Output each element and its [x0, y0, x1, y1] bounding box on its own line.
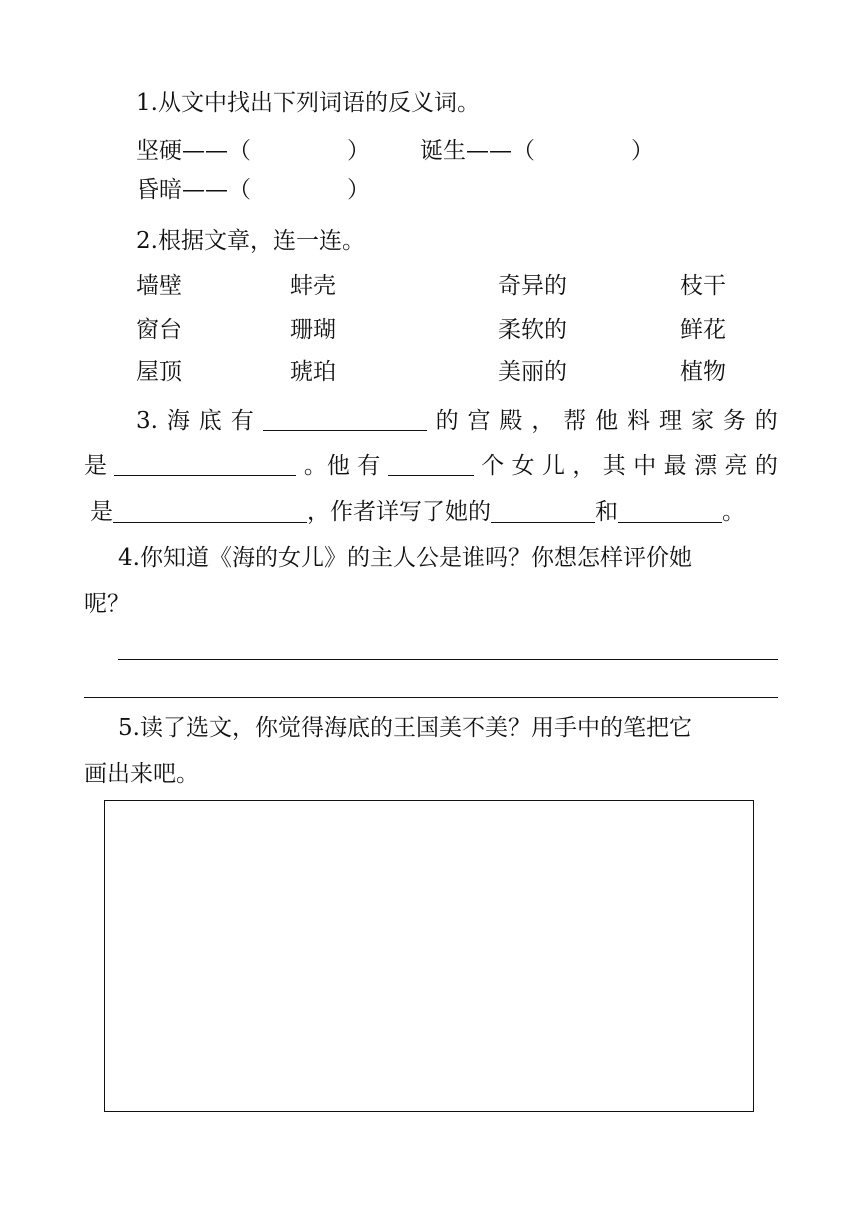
- q1-close-paren: ）: [347, 177, 370, 203]
- fill-blank-detail-1[interactable]: [491, 498, 595, 523]
- fill-blank-palace[interactable]: [263, 406, 427, 431]
- fill-blank-detail-2[interactable]: [618, 498, 722, 523]
- q3-text: 。: [722, 499, 745, 525]
- q3-text: 和: [595, 499, 618, 525]
- q1-pair-2: [420, 136, 654, 166]
- match-item[interactable]: 枝干: [680, 273, 726, 299]
- q3-char: 的: [754, 408, 778, 434]
- q3-char: 3.: [136, 408, 158, 434]
- q3-char: ，: [572, 453, 596, 479]
- match-item[interactable]: 琥珀: [290, 359, 336, 385]
- drawing-box[interactable]: [104, 800, 754, 1112]
- q3-char: 有: [357, 453, 381, 479]
- q3-char: 的: [754, 453, 778, 479]
- match-item[interactable]: 美丽的: [498, 359, 567, 385]
- match-item[interactable]: 鲜花: [680, 317, 726, 343]
- q3-char: 家: [690, 408, 714, 434]
- q3-char: 中: [633, 453, 657, 479]
- q1-word: 诞生——（: [420, 138, 535, 164]
- q3-char: 个: [481, 453, 505, 479]
- match-item[interactable]: 植物: [680, 359, 726, 385]
- match-item[interactable]: 墙壁: [136, 273, 182, 299]
- match-item[interactable]: 窗台: [136, 317, 182, 343]
- q3-char: 理: [659, 408, 683, 434]
- q3-line-3: [90, 497, 745, 527]
- match-item[interactable]: 奇异的: [498, 273, 567, 299]
- fill-blank-helper[interactable]: [114, 451, 296, 476]
- q1-word: 昏暗——（: [136, 177, 251, 203]
- q3-line-1: [136, 406, 778, 436]
- match-item[interactable]: 柔软的: [498, 317, 567, 343]
- match-item[interactable]: 珊瑚: [290, 317, 336, 343]
- q3-char: 最: [663, 453, 687, 479]
- q5-line-1: 5.读了选文，你觉得海底的王国美不美？用手中的笔把它: [118, 715, 692, 741]
- q3-char: 儿: [541, 453, 565, 479]
- q3-char: 帮: [563, 408, 587, 434]
- answer-line[interactable]: [118, 659, 778, 660]
- q3-char: 。他: [303, 453, 350, 479]
- q3-char: 底: [198, 408, 222, 434]
- q3-char: 殿: [499, 408, 523, 434]
- q3-char: 的: [435, 408, 459, 434]
- q1-close-paren: ）: [631, 138, 654, 164]
- q4-line-2: 呢？: [84, 591, 130, 617]
- q3-text: ，作者详写了她的: [307, 499, 491, 525]
- q2-stem: 2.根据文章，连一连。: [136, 228, 365, 254]
- match-item[interactable]: 蚌壳: [290, 273, 336, 299]
- q3-char: 宫: [467, 408, 491, 434]
- q1-word: 坚硬——（: [136, 138, 251, 164]
- answer-line[interactable]: [84, 697, 778, 698]
- q3-char: 他: [595, 408, 619, 434]
- fill-blank-count[interactable]: [388, 451, 474, 476]
- q3-text: 是: [90, 499, 113, 525]
- q3-char: 是: [84, 453, 107, 479]
- q3-char: 女: [511, 453, 535, 479]
- q3-char: ，: [531, 408, 555, 434]
- match-item[interactable]: 屋顶: [136, 359, 182, 385]
- q3-char: 海: [166, 408, 190, 434]
- q1-pair-1: [136, 136, 370, 166]
- q3-char: 其: [602, 453, 626, 479]
- q3-char: 务: [722, 408, 746, 434]
- q4-line-1: 4.你知道《海的女儿》的主人公是谁吗？你想怎样评价她: [118, 545, 692, 571]
- q1-close-paren: ）: [347, 138, 370, 164]
- q3-char: 有: [230, 408, 254, 434]
- q1-pair-3: [136, 175, 370, 205]
- q5-line-2: 画出来吧。: [84, 761, 199, 787]
- fill-blank-prettiest[interactable]: [113, 498, 307, 523]
- q3-char: 料: [627, 408, 651, 434]
- q3-char: 亮: [724, 453, 748, 479]
- q3-char: 漂: [694, 453, 718, 479]
- q1-stem: 1.从文中找出下列词语的反义词。: [136, 90, 480, 116]
- q3-line-2: [84, 451, 778, 481]
